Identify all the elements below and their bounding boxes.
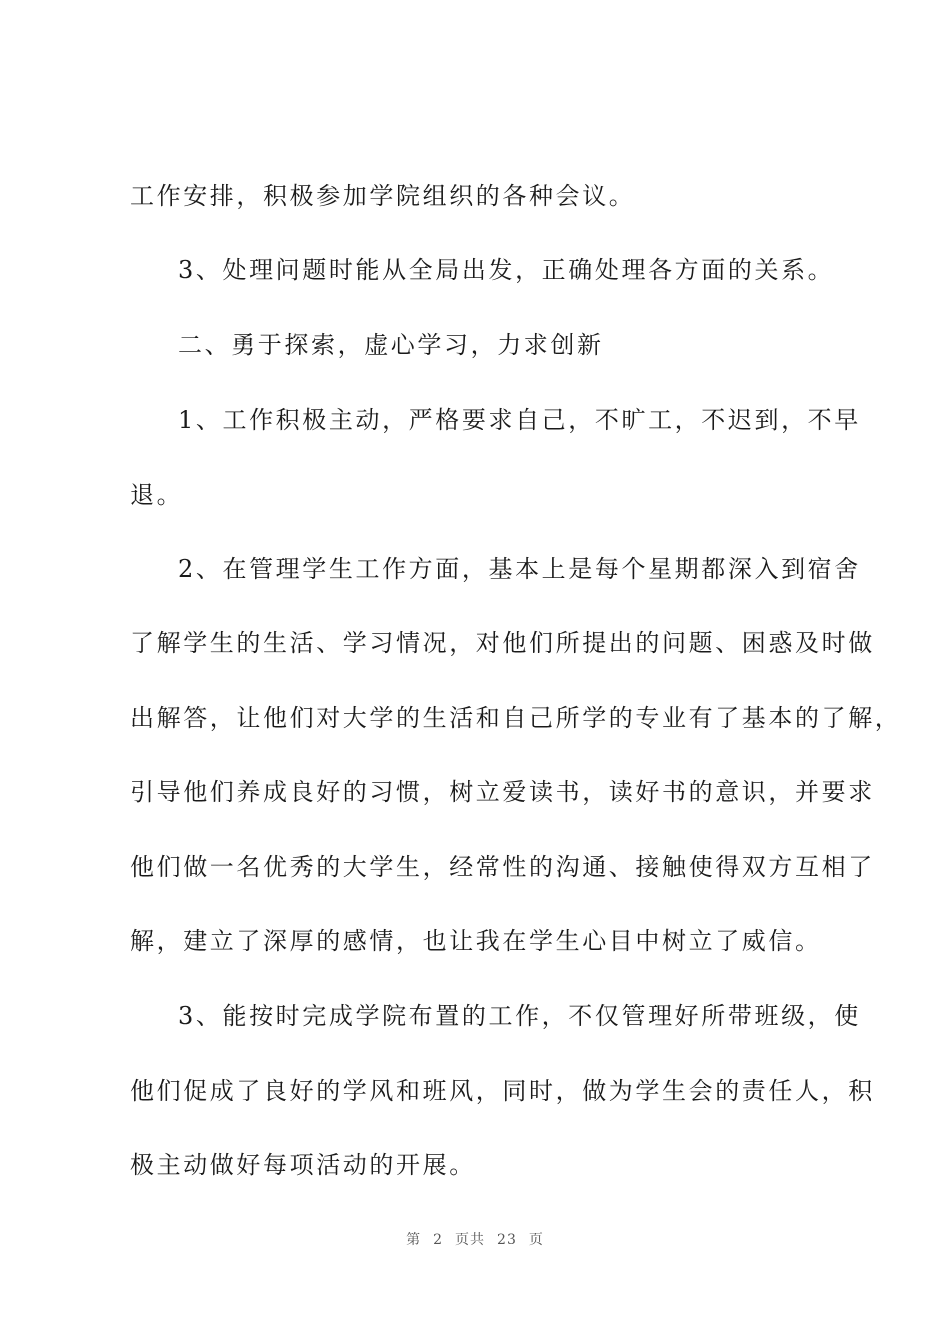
footer-suffix: 页 — [528, 1232, 544, 1248]
paragraph-line: 1、工作积极主动，严格要求自己，不旷工，不迟到，不早 — [178, 406, 861, 434]
paragraph-line: 解，建立了深厚的感情，也让我在学生心目中树立了威信。 — [130, 927, 822, 955]
footer-page-number: 2 — [433, 1232, 444, 1248]
paragraph-line: 他们促成了良好的学风和班风，同时，做为学生会的责任人，积 — [130, 1077, 875, 1105]
section-heading: 二、勇于探索，虚心学习，力求创新 — [178, 331, 604, 359]
paragraph-line: 了解学生的生活、学习情况，对他们所提出的问题、困惑及时做 — [130, 629, 875, 657]
footer-total-pages: 23 — [497, 1232, 517, 1248]
paragraph-line: 退。 — [130, 481, 184, 509]
paragraph-line: 3、能按时完成学院布置的工作，不仅管理好所带班级，使 — [178, 1002, 861, 1030]
paragraph-line: 3、处理问题时能从全局出发，正确处理各方面的关系。 — [178, 256, 835, 284]
paragraph-line: 极主动做好每项活动的开展。 — [130, 1151, 476, 1179]
paragraph-line: 引导他们养成良好的习惯，树立爱读书，读好书的意识，并要求 — [130, 778, 875, 806]
paragraph-line: 2、在管理学生工作方面，基本上是每个星期都深入到宿舍 — [178, 555, 861, 583]
paragraph-line: 工作安排，积极参加学院组织的各种会议。 — [130, 182, 636, 210]
page-footer — [0, 1229, 950, 1249]
footer-prefix: 第 — [406, 1232, 422, 1248]
paragraph-line: 出解答，让他们对大学的生活和自己所学的专业有了基本的了解， — [130, 704, 902, 732]
paragraph-line: 他们做一名优秀的大学生，经常性的沟通、接触使得双方互相了 — [130, 853, 875, 881]
footer-middle: 页共 — [455, 1232, 486, 1248]
